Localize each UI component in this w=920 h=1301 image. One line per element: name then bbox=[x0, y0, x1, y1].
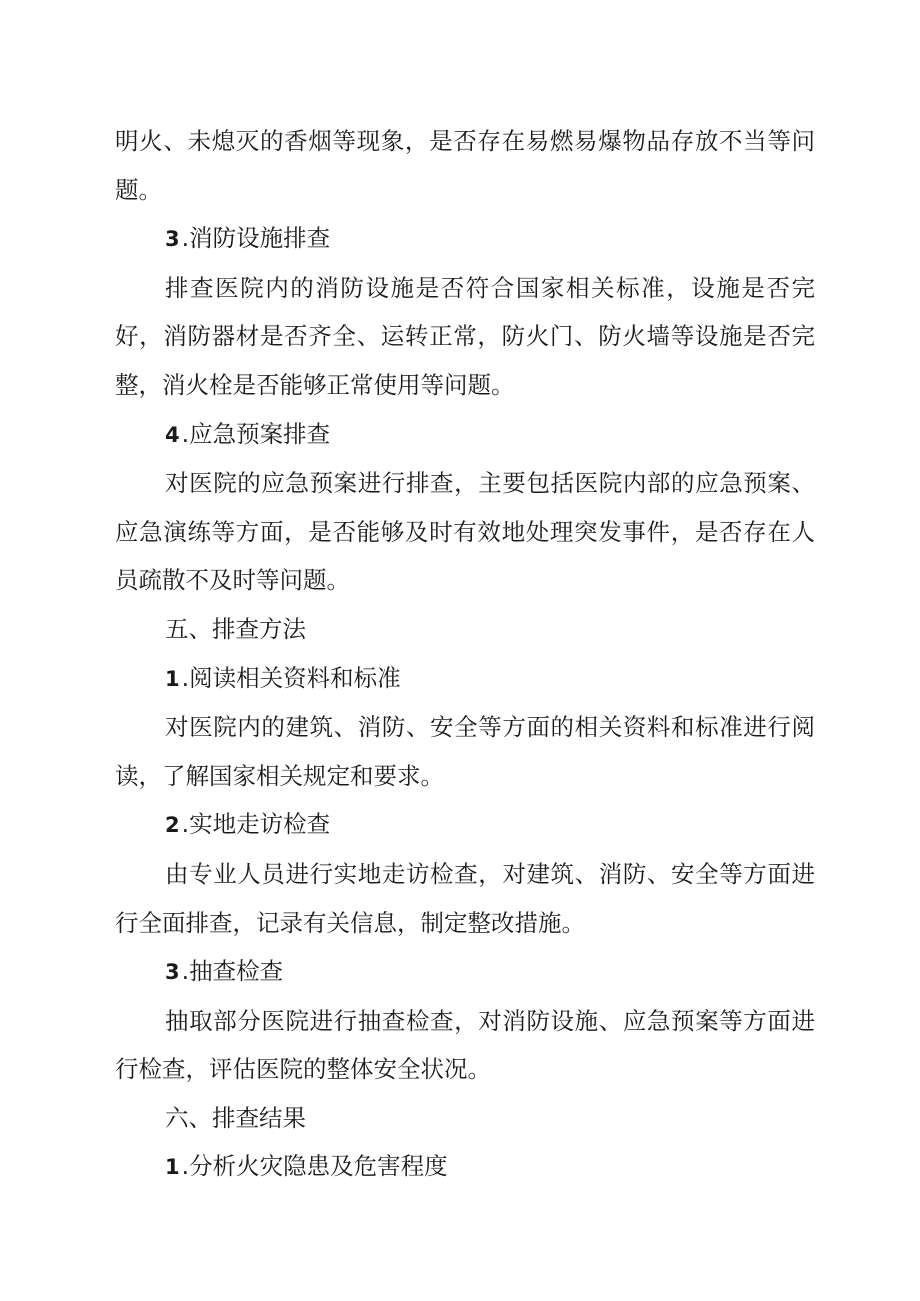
subheading-fire-facilities-check bbox=[115, 214, 815, 264]
subheading-read-materials bbox=[115, 654, 815, 704]
subheading-text: .应急预案排查 bbox=[181, 419, 331, 448]
subheading-number: 3 bbox=[165, 227, 180, 252]
section-heading-methods: 五、排查方法 bbox=[165, 614, 306, 643]
section-heading-results: 六、排查结果 bbox=[165, 1103, 306, 1132]
paragraph-continuation: 明火、未熄灭的香烟等现象，是否存在易燃易爆物品存放不当等问题。 bbox=[115, 127, 815, 204]
subheading-text: .消防设施排查 bbox=[181, 224, 331, 253]
subheading-text: .分析火灾隐患及危害程度 bbox=[181, 1152, 448, 1181]
subheading-number: 1 bbox=[165, 1155, 180, 1180]
subheading-text: .阅读相关资料和标准 bbox=[181, 663, 401, 692]
subheading-analyze-hazards bbox=[115, 1142, 815, 1192]
subheading-emergency-plan-check bbox=[115, 410, 815, 460]
subheading-text: .抽查检查 bbox=[181, 957, 284, 986]
paragraph-site-inspection: 由专业人员进行实地走访检查，对建筑、消防、安全等方面进行全面排查，记录有关信息，制定整改措施。 bbox=[115, 859, 815, 937]
paragraph-fire-facilities: 排查医院内的消防设施是否符合国家相关标准，设施是否完好，消防器材是否齐全、运转正常，防火门、防火墙等设施是否完整，消火栓是否能够正常使用等问题。 bbox=[115, 273, 815, 399]
subheading-spot-check bbox=[115, 947, 815, 997]
subheading-site-inspection bbox=[115, 800, 815, 850]
document-page bbox=[115, 117, 815, 1192]
paragraph-read-materials: 对医院内的建筑、消防、安全等方面的相关资料和标准进行阅读，了解国家相关规定和要求。 bbox=[115, 713, 815, 790]
subheading-number: 1 bbox=[165, 666, 180, 691]
subheading-number: 2 bbox=[165, 813, 180, 838]
subheading-text: .实地走访检查 bbox=[181, 810, 331, 839]
subheading-number: 4 bbox=[165, 422, 180, 447]
subheading-number: 3 bbox=[165, 960, 180, 985]
paragraph-emergency-plan: 对医院的应急预案进行排查，主要包括医院内部的应急预案、应急演练等方面，是否能够及时有效地处理突发事件，是否存在人员疏散不及时等问题。 bbox=[115, 469, 815, 595]
paragraph-spot-check: 抽取部分医院进行抽查检查，对消防设施、应急预案等方面进行检查，评估医院的整体安全状况。 bbox=[115, 1006, 815, 1084]
